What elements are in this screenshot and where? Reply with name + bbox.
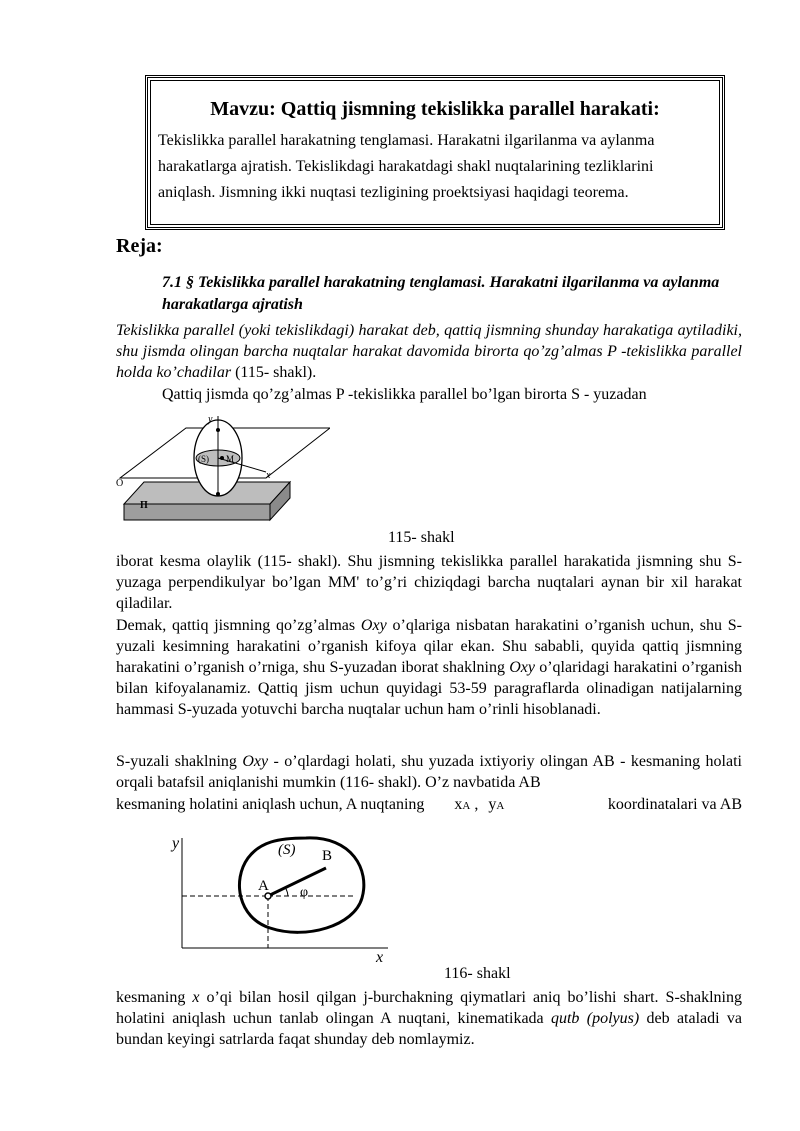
para4-oxy-1: Oxy bbox=[360, 617, 387, 634]
section-title: 7.1 § Tekislikka parallel harakatning tenglamasi. Harakatni ilgarilanma va aylanma harakatlarga ajratish bbox=[162, 274, 720, 313]
para4-text-b: o’qlariga nisbatan harakatini o’rganish uchun, shu S-yuzali kesimning harakatini o’rganish kifoya qilar ekan. Shu sababli, quyida qattiq jismning harakatini o’rganish o’rniga, shu S-yuzadan iborat shaklning bbox=[116, 617, 742, 676]
para7-qutb: qutb (polyus) bbox=[550, 1010, 640, 1027]
definition-paragraph bbox=[116, 320, 742, 383]
para5-oxy: Oxy bbox=[242, 753, 269, 770]
fig1-y-label: y bbox=[208, 414, 213, 425]
coord-comma: , bbox=[474, 796, 479, 813]
paragraph-segment: iborat kesma olaylik (115- shakl). Shu jismning tekislikka parallel harakatida jismning shu S-yuzaga perpendikulyar bo’lgan MM' to’g’ri chiziqdagi barcha nuqtalari aynan bir xil harakat qiladilar. bbox=[116, 553, 742, 612]
figure-116-caption: 116- shakl bbox=[444, 965, 511, 982]
para4-oxy-2: Oxy bbox=[509, 659, 535, 676]
plan-heading: Reja: bbox=[116, 235, 163, 257]
para6-text-a: kesmaning holatini aniqlash uchun, A nuqtaning bbox=[116, 796, 425, 813]
xa-subscript: A bbox=[462, 800, 471, 812]
fig1-x-label: x bbox=[266, 470, 271, 481]
ya-symbol: y bbox=[488, 796, 497, 813]
fig2-b-label: B bbox=[322, 848, 333, 864]
para7-x: x bbox=[192, 989, 200, 1006]
definition-italic: Tekislikka parallel (yoki tekislikdagi) harakat deb, qattiq jismning shunday harakatiga aytiladiki, shu jismda olingan barcha nuqtalar harakat davomida birorta qo’zg’almas P -tekislikka parallel holda ko’chadilar bbox=[116, 322, 742, 381]
figure-115-caption: 115- shakl bbox=[388, 529, 455, 546]
topic-description: Tekislikka parallel harakatning tenglamasi. Harakatni ilgarilanma va aylanma harakatlarga ajratish. Tekislikdagi harakatdagi shakl nuqtalarining tezliklarini aniqlash. Jismning ikki nuqtasi tezligining proektsiyasi haqidagi teorema. bbox=[158, 132, 655, 201]
paragraph-position bbox=[116, 751, 742, 793]
figure-116 bbox=[166, 830, 396, 965]
fig2-s-label: (S) bbox=[278, 842, 296, 858]
topic-title: Mavzu: Qattiq jismning tekislikka parallel harakati: bbox=[210, 98, 660, 120]
fig1-m-label: M bbox=[226, 454, 235, 464]
paragraph-coordinates bbox=[116, 794, 742, 817]
para7-text-c: deb ataladi va bundan keyingi satrlarda faqat shunday deb nomlaymiz. bbox=[116, 1010, 743, 1048]
fig1-origin-label: O bbox=[116, 478, 124, 489]
definition-tail: (115- shakl). bbox=[231, 364, 317, 381]
para4-text-c: o’qlaridagi harakatini o’rganish bilan kifoyalanamiz. Qattiq jism uchun quyidagi 53-59 paragraflarda olinadigan natijalarning hammasi S-yuzada yotuvchi barcha nuqtalar uchun ham o’rinli hisoblanadi. bbox=[116, 659, 742, 718]
para7-text-b: o’qi bilan hosil qilgan j-burchakning qiymatlari aniq bo’lishi shart. S-shaklning holatini aniqlash uchun tanlab olingan A nuqtani, kinematikada bbox=[116, 989, 742, 1027]
para4-text-a: Demak, qattiq jismning qo’zg’almas bbox=[116, 617, 361, 634]
fig2-phi-label: φ bbox=[300, 885, 309, 900]
paragraph-intro-text: Qattiq jismda qo’zg’almas P -tekislikka parallel bo’lgan birorta S - yuzadan bbox=[162, 386, 647, 403]
para5-text-b: - o’qlardagi holati, shu yuzada ixtiyoriy olingan AB - kesmaning holati orqali batafsil aniqlanishi mumkin (116- shakl). O’z navbatida AB bbox=[116, 753, 742, 791]
para7-text-a: kesmaning bbox=[116, 989, 193, 1006]
paragraph-pole bbox=[116, 987, 742, 1050]
ya-subscript: A bbox=[496, 800, 505, 812]
para6-text-b: koordinatalari va AB bbox=[607, 796, 742, 813]
fig1-pi-label: Π bbox=[140, 500, 148, 511]
fig1-s-label: (S) bbox=[198, 454, 209, 464]
figure-115 bbox=[116, 410, 330, 530]
fig2-y-label: y bbox=[172, 835, 180, 852]
paragraph-oxy bbox=[116, 615, 742, 720]
paragraph-intro bbox=[116, 384, 742, 405]
fig2-x-label: x bbox=[376, 949, 384, 965]
topic-box bbox=[145, 75, 725, 230]
xa-symbol: x bbox=[454, 796, 463, 813]
para5-text-a: S-yuzali shaklning bbox=[116, 753, 243, 770]
fig2-a-label: A bbox=[258, 878, 269, 894]
